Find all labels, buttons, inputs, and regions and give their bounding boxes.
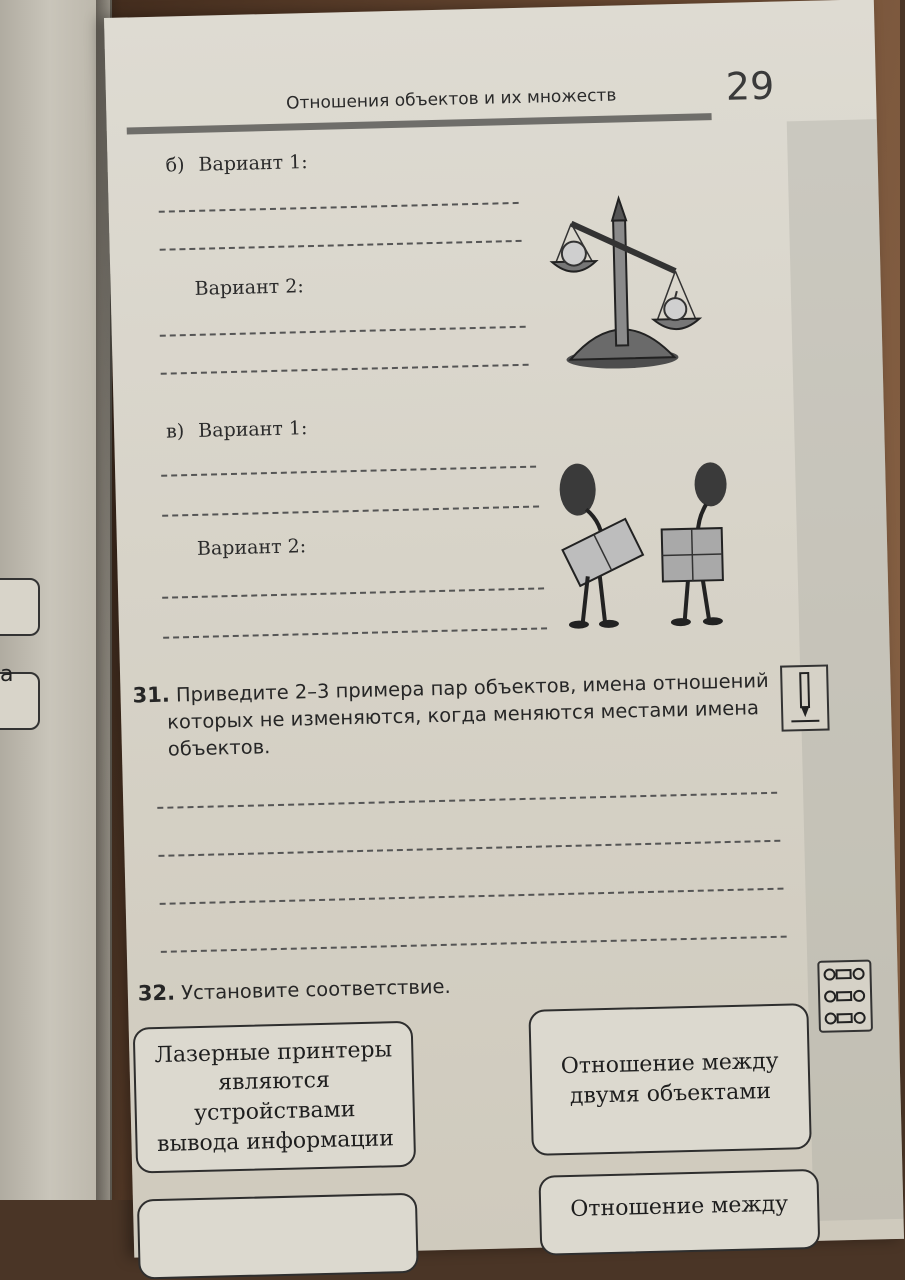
answer-line[interactable] xyxy=(161,936,787,953)
header-rule xyxy=(127,113,712,134)
workbook-page xyxy=(104,0,904,1258)
pencil-writing-icon xyxy=(780,665,830,732)
match-box-right[interactable] xyxy=(528,1003,811,1156)
answer-line[interactable] xyxy=(157,792,777,809)
task-31-line2: которых не изменяются, когда меняются местами имена xyxy=(166,696,760,734)
match-box-left[interactable] xyxy=(137,1193,419,1280)
match-box-left-line3: вывода информации xyxy=(156,1125,395,1157)
task-31 xyxy=(132,666,774,764)
match-box-right-line1: Отношение между xyxy=(560,1049,779,1080)
left-page-box xyxy=(0,578,40,636)
match-box-left-line2: являются устройствами xyxy=(193,1068,356,1127)
task-31-line3: объектов. xyxy=(167,735,271,761)
answer-line[interactable] xyxy=(160,888,784,905)
answer-line[interactable] xyxy=(158,840,780,857)
match-box-left[interactable] xyxy=(133,1021,416,1174)
task-31-line1: Приведите 2–3 примера пар объектов, имена отношений xyxy=(175,668,769,707)
answer-line[interactable] xyxy=(160,326,526,337)
matching-icon xyxy=(817,960,873,1033)
page-header-title: Отношения объектов и их множеств xyxy=(285,85,617,114)
exercise-v xyxy=(166,417,308,442)
answer-line[interactable] xyxy=(161,364,529,375)
match-box-right-line2: двумя объектами xyxy=(569,1079,772,1109)
balance-scale-with-apples-icon xyxy=(548,178,713,372)
answer-line[interactable] xyxy=(159,202,519,213)
exercise-v-variant1-label: Вариант 1: xyxy=(198,417,308,442)
exercise-b-variant1-label: Вариант 1: xyxy=(198,151,308,176)
answer-line[interactable] xyxy=(162,587,544,598)
task-31-number: 31. xyxy=(132,682,171,708)
two-figures-carrying-boxes-icon xyxy=(555,457,749,637)
exercise-b xyxy=(165,151,308,176)
exercise-b-variant2-label: Вариант 2: xyxy=(194,275,305,300)
page-number: 29 xyxy=(725,63,775,109)
answer-line[interactable] xyxy=(162,506,539,517)
answer-line[interactable] xyxy=(163,627,547,638)
answer-line[interactable] xyxy=(160,240,522,251)
exercise-b-label: б) xyxy=(165,154,185,177)
match-box-right[interactable] xyxy=(538,1169,820,1256)
left-page-letter: а xyxy=(0,662,14,687)
match-box-right-line1: Отношение между xyxy=(570,1191,789,1222)
answer-line[interactable] xyxy=(161,466,536,477)
exercise-v-variant2-label: Вариант 2: xyxy=(196,535,307,560)
task-32-text: Установите соответствие. xyxy=(180,974,451,1005)
task-32-number: 32. xyxy=(137,980,176,1006)
match-box-left-line1: Лазерные принтеры xyxy=(154,1036,393,1068)
task-32 xyxy=(138,965,739,1009)
exercise-v-label: в) xyxy=(165,420,185,443)
